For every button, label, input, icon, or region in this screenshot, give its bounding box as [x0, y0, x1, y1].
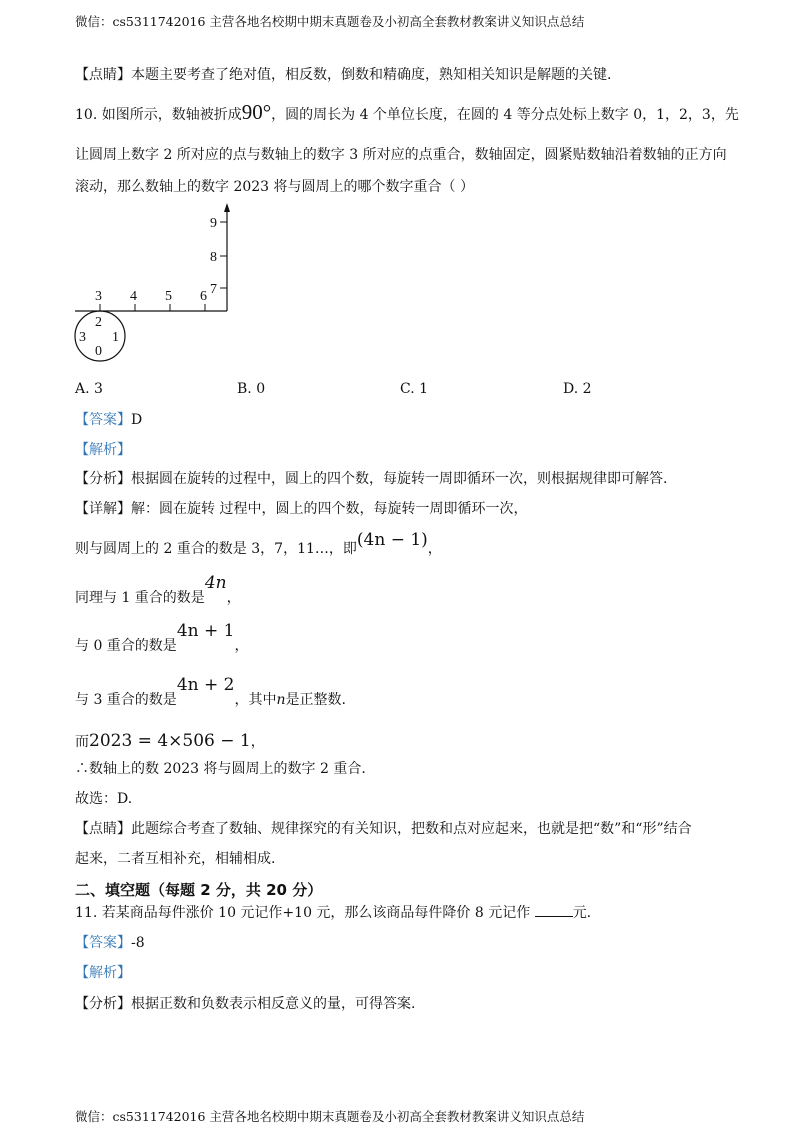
question-text: 10. 如图所示，数轴被折成: [75, 107, 242, 123]
review-text: 本题主要考查了绝对值，相反数，倒数和精确度，熟知相关知识是解题的关键.: [131, 67, 612, 83]
conclusion: ∴数轴上的数 2023 将与圆周上的数字 2 重合.: [75, 761, 366, 777]
page-footer: 微信：cs5311742016 主营各地名校期中期末真题卷及小初高全套教材教案讲义知识点总结: [75, 1109, 585, 1124]
xiangjie-paragraph: [75, 500, 527, 518]
q11-analysis-tag: 【解析】: [75, 965, 131, 981]
step-2: [75, 573, 241, 611]
answer-blank: [535, 904, 573, 917]
question-10-line-1: [75, 100, 739, 124]
math-expression: 2023 = 4×506 − 1: [89, 731, 251, 751]
option-letter: A.: [75, 381, 90, 397]
option-letter: D.: [563, 381, 579, 397]
step-text: ，: [250, 734, 265, 750]
variable-n: n: [276, 692, 286, 708]
question-text: ，圆的周长为 4 个单位长度，在圆的 4 等分点处标上数字 0，1，2，3，先: [271, 107, 739, 123]
review-tag: 【点睛】: [75, 821, 131, 837]
review-tag: 【点睛】: [75, 67, 131, 83]
q11-answer-line: [75, 934, 145, 952]
step-text: ，其中: [234, 692, 277, 708]
tick-label-3: 3: [95, 289, 102, 304]
step-text: 同理与 1 重合的数是: [75, 590, 205, 606]
tick-label-9: 9: [210, 216, 217, 231]
number-line-figure: [70, 200, 240, 365]
answer-tag: 【答案】: [75, 935, 131, 951]
step-text: 与 3 重合的数是: [75, 692, 177, 708]
step-3: [75, 621, 249, 659]
option-b: [237, 381, 265, 397]
tick-label-4: 4: [130, 289, 137, 304]
option-c: [400, 381, 428, 397]
answer-line: [75, 411, 142, 429]
analysis-tag: 【解析】: [75, 442, 131, 458]
answer-value: D: [131, 412, 143, 428]
tick-label-8: 8: [210, 250, 217, 265]
tick-label-7: 7: [210, 282, 217, 297]
question-10-line-3: 滚动，那么数轴上的数字 2023 将与圆周上的哪个数字重合（ ）: [75, 179, 474, 195]
step-text: ，: [226, 590, 241, 606]
question-text: 元.: [572, 905, 592, 921]
circle-label-top: 2: [95, 315, 102, 330]
review-paragraph: [75, 820, 692, 838]
option-value: 1: [419, 381, 429, 397]
review-paragraph-continued: 起来，二者互相补充，相辅相成.: [75, 851, 276, 867]
section-title: 二、填空题（每题 2 分，共 20 分）: [75, 881, 323, 899]
math-expression: 4n: [204, 573, 227, 593]
math-expression: (4n − 1): [356, 530, 428, 550]
circle-label-left: 3: [79, 330, 86, 345]
step-1: [75, 530, 442, 561]
question-text: 11. 若某商品每件涨价 10 元记作+10 元，那么该商品每件降价 8 元记作: [75, 905, 531, 921]
step-text: 而: [75, 734, 89, 750]
fenxi-tag: 【分析】: [75, 471, 131, 487]
fenxi-tag: 【分析】: [75, 996, 131, 1012]
option-letter: C.: [400, 381, 415, 397]
answer-value: -8: [131, 935, 145, 951]
step-text: ，: [427, 541, 442, 557]
step-text: 与 0 重合的数是: [75, 638, 177, 654]
choice: 故选：D.: [75, 791, 133, 807]
angle-math: 90°: [241, 100, 272, 124]
step-text: ，: [234, 638, 249, 654]
question-10-line-2: 让圆周上数字 2 所对应的点与数轴上的数字 3 所对应的点重合，数轴固定，圆紧贴数轴沿着数轴的正方向: [75, 147, 727, 163]
circle-label-right: 1: [112, 330, 119, 345]
review-text: 此题综合考查了数轴、规律探究的有关知识，把数和点对应起来，也就是把“数”和“形”结合: [131, 821, 692, 837]
step-4: [75, 675, 346, 713]
xiangjie-tag: 【详解】: [75, 501, 131, 517]
option-value: 0: [256, 381, 266, 397]
q11-fenxi-paragraph: [75, 995, 415, 1013]
option-letter: B.: [237, 381, 252, 397]
circle-label-bottom: 0: [95, 344, 102, 359]
fenxi-text: 根据圆在旋转的过程中，圆上的四个数，每旋转一周即循环一次，则根据规律即可解答.: [131, 471, 668, 487]
question-11: [75, 904, 591, 922]
option-value: 3: [94, 381, 103, 397]
tick-label-6: 6: [200, 289, 207, 304]
step-text: 是正整数.: [285, 692, 346, 708]
math-expression: 4n + 2: [176, 675, 235, 695]
step-5: [75, 730, 265, 753]
fenxi-paragraph: [75, 470, 667, 488]
prev-review-paragraph: [75, 66, 611, 84]
tick-label-5: 5: [165, 289, 172, 304]
option-d: [563, 381, 592, 397]
math-expression: 4n + 1: [176, 621, 235, 641]
xiangjie-text: 解：圆在旋转 过程中，圆上的四个数，每旋转一周即循环一次，: [131, 501, 528, 517]
option-a: [75, 381, 103, 397]
answer-tag: 【答案】: [75, 412, 131, 428]
fenxi-text: 根据正数和负数表示相反意义的量，可得答案.: [131, 996, 416, 1012]
page-header: 微信：cs5311742016 主营各地名校期中期末真题卷及小初高全套教材教案讲义知识点总结: [75, 14, 585, 29]
option-value: 2: [582, 381, 592, 397]
step-text: 则与圆周上的 2 重合的数是 3，7，11…，即: [75, 541, 357, 557]
